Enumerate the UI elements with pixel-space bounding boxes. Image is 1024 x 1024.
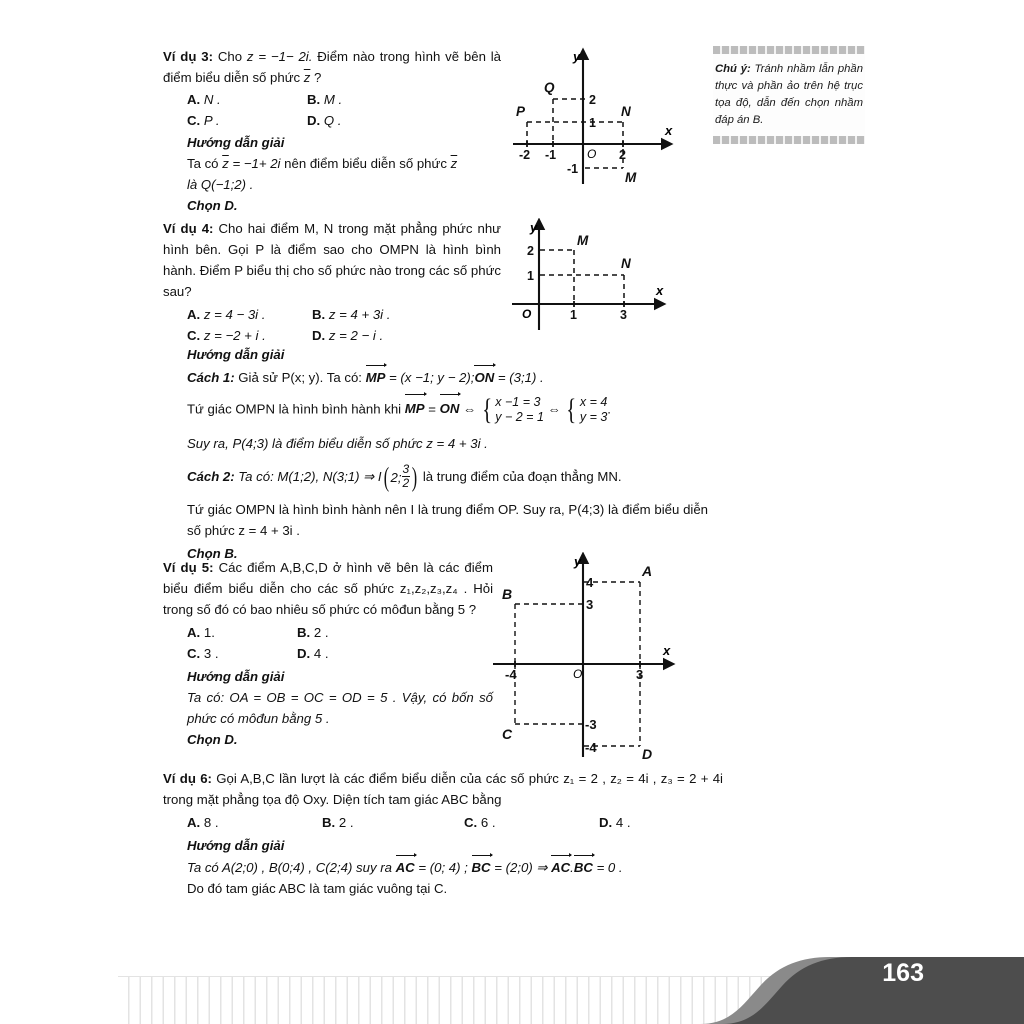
note-text: Tránh nhầm lẫn phần thực và phần ảo trên hệ trục tọa độ, dẫn đến chọn nhầm đáp án B. — [715, 63, 863, 126]
vector-MP-2: MP — [405, 395, 425, 422]
side-note-callout — [713, 46, 865, 144]
line2-eq: = — [424, 401, 440, 417]
example-6-block — [163, 768, 723, 899]
brace-left-2: { — [566, 392, 577, 426]
example-4-label: Ví dụ 4: — [163, 221, 214, 236]
vector-AC-2: AC — [551, 856, 570, 878]
option-B-value: 2 . — [313, 625, 329, 640]
vector-ON: ON — [474, 366, 494, 388]
figure-example5 — [485, 552, 685, 764]
point-label-D: D — [642, 746, 653, 762]
option-A[interactable] — [187, 304, 312, 325]
example-4-solution — [163, 344, 708, 564]
ex6-tail: = 0 . — [592, 860, 623, 875]
y-tick--3: -3 — [585, 717, 597, 732]
example-5-answer: Chọn D. — [187, 732, 238, 747]
vector-BC-2: BC — [574, 856, 593, 878]
note-bottom-band — [713, 136, 865, 144]
option-D[interactable] — [297, 643, 329, 664]
example-5-label: Ví dụ 5: — [163, 560, 214, 575]
cach1-label: Cách 1: — [187, 370, 235, 385]
option-D[interactable] — [307, 110, 341, 131]
example-3-options-row-1 — [163, 89, 501, 110]
ex3-sol-c: nên điểm biểu diễn số phức — [280, 156, 451, 171]
x-tick--1: -1 — [545, 148, 557, 162]
example-3-stem — [163, 46, 501, 88]
ex6-sol-line2: Do đó tam giác ABC là tam giác vuông tại C. — [187, 881, 448, 896]
ex3-sol-line2: là Q(−1;2) . — [187, 177, 254, 192]
example-5-solution-line — [163, 687, 493, 729]
y-tick-4: 4 — [586, 575, 594, 590]
ex6-bc-val: = (2;0) ⇒ — [490, 860, 552, 875]
x-tick-3: 3 — [636, 667, 644, 682]
cach1-on-val: = (3;1) . — [494, 370, 544, 385]
option-B-value: 2 . — [338, 815, 354, 830]
ex6-ac-val: = (0; 4) ; — [414, 860, 472, 875]
ex5-sol-line1: Ta có: OA = OB = OC = OD = 5 . Vậy, có bốn số phức có môđun bằng 5 . — [187, 690, 493, 726]
y-axis-label: y — [574, 554, 582, 569]
vector-AC: AC — [396, 856, 415, 878]
ex3-sol-b: = −1+ 2i — [228, 156, 281, 171]
example-4-cach2-line — [163, 461, 708, 492]
example-4-parallelogram-condition — [163, 392, 708, 426]
option-A[interactable] — [187, 89, 307, 110]
example-6-solution-heading: Hướng dẫn giải — [187, 838, 285, 853]
option-A-value: N . — [203, 92, 221, 107]
option-C-value: P . — [203, 113, 220, 128]
note-body — [713, 54, 865, 136]
example-5-stem — [163, 557, 493, 620]
option-A-value: 1. — [203, 625, 215, 640]
system-2-row-2: y = 3 — [579, 410, 608, 424]
example-4-stem — [163, 218, 501, 302]
example-3-block — [163, 46, 501, 216]
point-label-M: M — [625, 170, 637, 185]
point-label-C: C — [502, 726, 513, 742]
paren-left: ( — [383, 461, 389, 492]
example-3-options-row-2 — [163, 110, 501, 131]
ex5-stem: Các điểm A,B,C,D ở hình vẽ bên là các điểm biểu điểm biểu diễn cho các số phức z₁,z₂,z₃,z₄ . Hỏi trong số đó có bao nhiêu số phức có môđun bằng 5 ? — [163, 560, 494, 617]
option-C[interactable] — [187, 110, 307, 131]
example-5-options-row-2 — [163, 643, 493, 664]
ex6-sol-a: Ta có A(2;0) , B(0;4) , C(2;4) suy ra — [187, 860, 396, 875]
y-tick--1: -1 — [567, 162, 579, 176]
x-tick-1: 1 — [570, 308, 577, 322]
line4: Tứ giác OMPN là hình bình hành nên I là trung điểm OP. Suy ra, P(4;3) là điểm biểu diễn số phức z = 4 + 3i . — [187, 501, 708, 538]
example-4-options-row-2 — [163, 325, 501, 346]
origin-label: O — [573, 667, 583, 681]
example-6-options-row — [163, 812, 723, 833]
option-B-key: B. — [297, 625, 311, 640]
option-A[interactable] — [187, 812, 322, 833]
example-4-solution-heading: Hướng dẫn giải — [187, 347, 285, 362]
cach2-text: Ta có: M(1;2), N(3;1) ⇒ I — [234, 469, 382, 484]
option-B-key: B. — [307, 92, 321, 107]
midpoint-x: 2; — [390, 469, 402, 485]
option-D-key: D. — [297, 646, 311, 661]
vector-BC: BC — [472, 856, 491, 878]
y-axis-label: y — [530, 220, 538, 235]
x-tick--2: -2 — [519, 148, 531, 162]
option-C-value: 6 . — [480, 815, 496, 830]
line3: Suy ra, P(4;3) là điểm biểu diễn số phức z = 4 + 3i . — [187, 436, 488, 451]
period-1: . — [607, 401, 611, 417]
tick-labels — [527, 244, 627, 322]
cach2-tail: là trung điểm của đoạn thẳng MN. — [419, 469, 622, 484]
system-2 — [564, 392, 608, 426]
example-4-answer: Chọn B. — [187, 545, 238, 561]
example-4-options-row-1 — [163, 304, 501, 325]
example-6-solution-line-2 — [163, 878, 723, 899]
option-D[interactable] — [312, 325, 383, 346]
ex3-zbar: $\overline{z}$ — [303, 70, 311, 85]
x-tick-2: 2 — [619, 148, 626, 162]
option-D-value: Q . — [323, 113, 342, 128]
paren-right: ) — [412, 461, 418, 492]
point-labels — [502, 563, 652, 762]
paren-group — [382, 461, 420, 492]
y-tick-2: 2 — [589, 93, 596, 107]
point-label-P: P — [516, 104, 526, 119]
option-C-value: z = −2 + i . — [203, 328, 266, 343]
cach2-label: Cách 2: — [187, 469, 235, 484]
figure-example3 — [505, 44, 680, 194]
figure-example3-svg — [505, 44, 680, 194]
origin-label: O — [522, 307, 532, 321]
page-footer — [0, 924, 1024, 1024]
example-4-cach2-conclusion — [163, 499, 708, 541]
tick-labels — [519, 93, 626, 176]
example-4-block — [163, 218, 501, 346]
x-tick--4: -4 — [505, 667, 517, 682]
example-5-options-row-1 — [163, 622, 493, 643]
page-number: 163 — [882, 959, 924, 987]
system-2-rows — [579, 395, 607, 425]
line2-iff-2: ⇔ — [543, 401, 565, 417]
figure-example5-svg — [485, 552, 685, 764]
option-B[interactable] — [297, 622, 329, 643]
figure-example4-svg — [506, 218, 676, 333]
figure-example4 — [506, 218, 676, 333]
y-axis-label: y — [573, 49, 581, 64]
point-labels — [577, 233, 631, 271]
x-axis-label: x — [665, 123, 673, 138]
option-C-key: C. — [464, 815, 478, 830]
option-A-key: A. — [187, 307, 201, 322]
x-tick-3: 3 — [620, 308, 627, 322]
example-5-block — [163, 557, 493, 750]
option-D-value: 4 . — [615, 815, 631, 830]
origin-label: O — [587, 147, 597, 161]
system-1-row-2: y − 2 = 1 — [495, 410, 544, 424]
ex3-sol-zbar: $\overline{z}$ — [222, 156, 229, 171]
x-axis-label: x — [663, 643, 671, 658]
system-2-row-1: x = 4 — [579, 395, 608, 409]
example-3-solution-heading: Hướng dẫn giải — [187, 135, 285, 150]
point-label-N: N — [621, 256, 631, 271]
ex3-stem-b: Điểm nào trong hình vẽ bên là điểm biểu diễn số phức — [163, 49, 502, 85]
option-C-key: C. — [187, 328, 201, 343]
example-3-solution-line-2 — [163, 174, 501, 195]
option-D-value: 4 . — [313, 646, 329, 661]
option-B-value: z = 4 + 3i . — [328, 307, 391, 322]
cach1-text: Giả sử P(x; y). Ta có: — [234, 370, 366, 385]
y-tick-3: 3 — [586, 597, 594, 612]
system-1 — [480, 392, 544, 426]
ex3-z-expr: z = −1− 2i. — [246, 49, 313, 64]
option-C-key: C. — [187, 113, 201, 128]
dashed-guides — [527, 99, 623, 168]
option-A-key: A. — [187, 625, 201, 640]
example-6-solution-line-1 — [163, 856, 723, 878]
option-C-value: 3 . — [203, 646, 219, 661]
ex3-stem-c: ? — [310, 70, 322, 85]
example-5-solution-heading: Hướng dẫn giải — [187, 669, 285, 684]
line2-a: Tứ giác OMPN là hình bình hành khi — [187, 401, 405, 417]
line2-iff: ⇔ — [459, 401, 480, 417]
brace-left-1: { — [482, 392, 493, 426]
y-tick-2: 2 — [527, 244, 534, 258]
ex6-dot: . — [570, 860, 574, 875]
dashed-guides — [540, 250, 624, 304]
point-label-N: N — [621, 104, 631, 119]
fraction-numerator: 3 — [402, 462, 410, 477]
option-C[interactable] — [464, 812, 599, 833]
option-C[interactable] — [187, 643, 297, 664]
vector-ON-2: ON — [440, 395, 460, 422]
example-3-solution-line-1 — [163, 153, 501, 174]
point-label-Q: Q — [544, 80, 555, 95]
option-D-key: D. — [307, 113, 321, 128]
example-4-result-line — [163, 433, 708, 454]
option-D[interactable] — [599, 812, 631, 833]
y-tick-1: 1 — [589, 116, 596, 130]
option-D-key: D. — [312, 328, 326, 343]
option-A-value: z = 4 − 3i . — [203, 307, 266, 322]
option-D-key: D. — [599, 815, 613, 830]
option-B-key: B. — [312, 307, 326, 322]
option-B[interactable] — [307, 89, 342, 110]
ex3-stem-a: Cho — [213, 49, 247, 64]
example-6-label: Ví dụ 6: — [163, 771, 212, 786]
option-A-key: A. — [187, 815, 201, 830]
option-B[interactable] — [322, 812, 464, 833]
option-A[interactable] — [187, 622, 297, 643]
x-axis-label: x — [656, 283, 664, 298]
example-4-cach1-line — [163, 366, 708, 388]
example-3-label: Ví dụ 3: — [163, 49, 213, 64]
option-A-key: A. — [187, 92, 201, 107]
option-B-value: M . — [323, 92, 343, 107]
system-1-rows — [494, 395, 544, 425]
option-B[interactable] — [312, 304, 390, 325]
option-A-value: 8 . — [203, 815, 219, 830]
example-6-stem — [163, 768, 723, 810]
option-C-key: C. — [187, 646, 201, 661]
fraction-denominator: 2 — [402, 476, 410, 491]
system-1-row-1: x −1 = 3 — [495, 395, 541, 409]
ex4-stem: Cho hai điểm M, N trong mặt phẳng phức như hình bên. Gọi P là điểm sao cho OMPN là hình bình hành. Điểm P biểu thị cho số phức nào trong các số phức sau? — [163, 221, 501, 299]
note-top-band — [713, 46, 865, 54]
point-label-A: A — [642, 563, 653, 579]
footer-wave-svg — [0, 924, 1024, 1024]
ex3-sol-zbar2: $\overline{z}$ — [450, 156, 458, 171]
fraction-3-over-2 — [402, 463, 411, 489]
note-label: Chú ý: — [715, 63, 751, 75]
vector-MP: MP — [366, 366, 386, 388]
ex3-sol-a: Ta có — [187, 156, 223, 171]
cach1-mp-val: = (x −1; y − 2); — [385, 370, 475, 385]
option-B-key: B. — [322, 815, 336, 830]
y-tick-1: 1 — [527, 269, 534, 283]
example-3-answer: Chọn D. — [187, 198, 238, 213]
ex6-stem: Gọi A,B,C lần lượt là các điểm biểu diễn của các số phức z₁ = 2 , z₂ = 4i , z₃ = 2 + 4i trong mặt phẳng tọa độ Oxy. Diện tích tam giác ABC bằng — [163, 771, 723, 807]
y-tick--4: -4 — [585, 740, 597, 755]
point-label-M: M — [577, 233, 589, 248]
point-label-B: B — [502, 586, 513, 602]
option-D-value: z = 2 − i . — [328, 328, 384, 343]
option-C[interactable] — [187, 325, 312, 346]
